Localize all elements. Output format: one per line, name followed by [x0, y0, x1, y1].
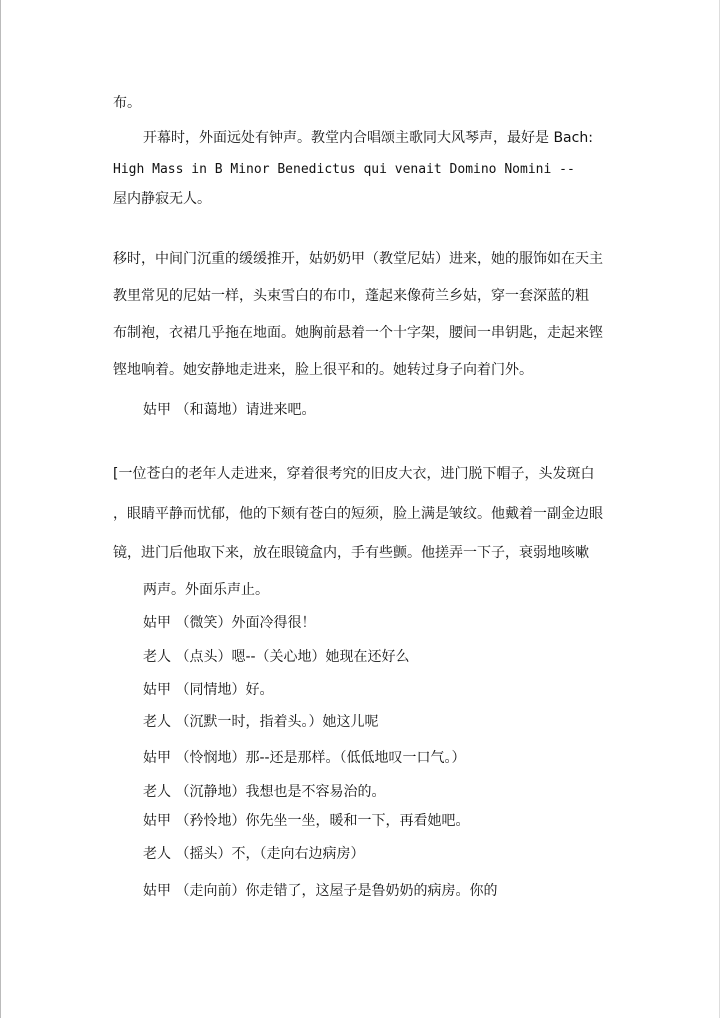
- dialogue-line: 老人 （摇头）不，（走向右边病房）: [143, 846, 365, 862]
- text-line: ，眼睛平静而忧郁，他的下颏有苍白的短须，脸上满是皱纹。他戴着一副金边眼: [113, 506, 603, 522]
- text-line: 屋内静寂无人。: [113, 191, 211, 207]
- dialogue-line: 姑甲 （矜怜地）你先坐一坐，暖和一下，再看她吧。: [143, 813, 470, 829]
- text-line: 铿地响着。她安静地走进来，脸上很平和的。她转过身子向着门外。: [113, 362, 533, 378]
- dialogue-line: 老人 （沉默一时，指着头。）她这儿呢: [143, 714, 379, 730]
- text-line: High Mass in B Minor Benedictus qui venait Domino Nomini --: [113, 162, 575, 177]
- text-line: 开幕时，外面远处有钟声。教堂内合唱颂主歌同大风琴声，最好是 Bach:: [143, 130, 593, 146]
- text-line: 布。: [113, 95, 141, 111]
- page-border: [0, 0, 1, 1018]
- text-line: 镜，进门后他取下来，放在眼镜盒内，手有些颤。他搓弄一下子，衰弱地咳嗽: [113, 545, 589, 561]
- dialogue-line: 老人 （点头）嗯--（关心地）她现在还好么: [143, 649, 410, 665]
- dialogue-line: 姑甲 （和蔼地）请进来吧。: [143, 402, 316, 418]
- dialogue-line: 姑甲 （走向前）你走错了，这屋子是鲁奶奶的病房。你的: [143, 883, 498, 899]
- text-line: 移时，中间门沉重的缓缓推开，姑奶奶甲（教堂尼姑）进来，她的服饰如在天主: [113, 251, 603, 267]
- text-line: 两声。外面乐声止。: [143, 582, 269, 598]
- text-line: 教里常见的尼姑一样，头束雪白的布巾，蓬起来像荷兰乡姑，穿一套深蓝的粗: [113, 288, 589, 304]
- text-line: 布制袍，衣裙几乎拖在地面。她胸前悬着一个十字架，腰间一串钥匙，走起来铿: [113, 325, 603, 341]
- dialogue-line: 姑甲 （微笑）外面冷得很！: [143, 615, 316, 631]
- dialogue-line: 姑甲 （怜悯地）那--还是那样。（低低地叹一口气。）: [143, 750, 466, 766]
- dialogue-line: 姑甲 （同情地）好。: [143, 682, 274, 698]
- text-line: [一位苍白的老年人走进来，穿着很考究的旧皮大衣，进门脱下帽子，头发斑白: [113, 466, 595, 482]
- dialogue-line: 老人 （沉静地）我想也是不容易治的。: [143, 784, 386, 800]
